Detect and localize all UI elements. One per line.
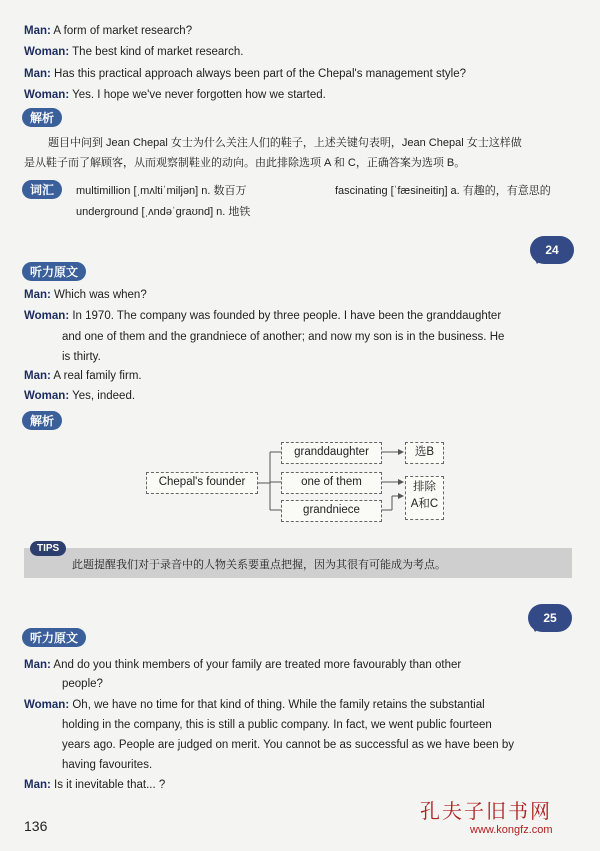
dialog-continuation: and one of them and the grandniece of another; and now my son is in the business. He bbox=[62, 331, 505, 343]
tips-text: 此题提醒我们对于录音中的人物关系要重点把握，因为其很有可能成为考点。 bbox=[72, 559, 446, 571]
transcript-label: 听力原文 bbox=[22, 628, 86, 647]
utterance: The best kind of market research. bbox=[72, 46, 244, 58]
utterance: Which was when? bbox=[54, 289, 147, 301]
diagram-result bbox=[405, 476, 444, 520]
speaker: Woman: bbox=[24, 89, 70, 101]
vocab-entry: underground [ˌʌndəˈgraʊnd] n. 地铁 bbox=[76, 206, 251, 218]
dialog-line bbox=[24, 776, 570, 794]
utterance: Yes. I hope we've never forgotten how we started. bbox=[72, 89, 326, 101]
speaker: Man: bbox=[24, 25, 51, 37]
transcript-label: 听力原文 bbox=[22, 262, 86, 281]
vocab-entry: fascinating [ˈfæsineitiŋ] a. 有趣的，有意思的 bbox=[335, 185, 551, 197]
speaker: Woman: bbox=[24, 390, 70, 402]
utterance: Has this practical approach always been part of the Chepal's management style? bbox=[54, 68, 466, 80]
diagram-node: granddaughter bbox=[281, 442, 382, 464]
vocab-label: 词汇 bbox=[22, 180, 62, 199]
page-number: 136 bbox=[24, 818, 48, 834]
speaker: Woman: bbox=[24, 699, 70, 711]
dialog-continuation: is thirty. bbox=[62, 351, 101, 363]
dialog-continuation: years ago. People are judged on merit. You cannot be as successful as we have been by bbox=[62, 739, 514, 751]
analysis-label: 解析 bbox=[22, 411, 62, 430]
question-number-badge: 25 bbox=[528, 604, 572, 632]
diagram-result: 选B bbox=[405, 442, 444, 464]
diagram-node: one of them bbox=[281, 472, 382, 494]
speaker: Man: bbox=[24, 68, 51, 80]
diagram-root-node: Chepal's founder bbox=[146, 472, 258, 494]
tips-label: TIPS bbox=[30, 541, 66, 556]
dialog-line bbox=[24, 656, 570, 674]
watermark-logo: 孔夫子旧书网 bbox=[420, 799, 552, 823]
diagram-result-line: A和C bbox=[410, 498, 439, 510]
speaker: Man: bbox=[24, 779, 51, 791]
utterance: And do you think members of your family are treated more favourably than other bbox=[53, 659, 462, 671]
speaker: Man: bbox=[24, 659, 51, 671]
dialog-continuation: people? bbox=[62, 678, 103, 690]
analysis-label: 解析 bbox=[22, 108, 62, 127]
watermark-url: www.kongfz.com bbox=[470, 824, 553, 836]
vocab-entry: multimillion [ˌmʌltiˈmiljən] n. 数百万 bbox=[76, 185, 247, 197]
utterance: A form of market research? bbox=[53, 25, 193, 37]
speaker: Man: bbox=[24, 370, 51, 382]
diagram-result-line: 排除 bbox=[413, 481, 436, 493]
speaker: Woman: bbox=[24, 310, 70, 322]
utterance: Yes, indeed. bbox=[72, 390, 136, 402]
utterance: Oh, we have no time for that kind of thing. While the family retains the substantial bbox=[72, 699, 485, 711]
utterance: A real family firm. bbox=[53, 370, 142, 382]
question-number-badge: 24 bbox=[530, 236, 574, 264]
speaker: Woman: bbox=[24, 46, 70, 58]
utterance: Is it inevitable that... ? bbox=[54, 779, 166, 791]
analysis-text: 是从鞋子而了解顾客，从而观察制鞋业的动向。由此排除选项 A 和 C，正确答案为选项 B。 bbox=[24, 157, 466, 169]
dialog-continuation: holding in the company, this is still a public company. In fact, we went public fourteen bbox=[62, 719, 492, 731]
speaker: Man: bbox=[24, 289, 51, 301]
dialog-line bbox=[24, 696, 570, 714]
analysis-text: 题目中问到 Jean Chepal 女士为什么关注人们的鞋子，上述关键句表明，Jean Chepal 女士这样做 bbox=[48, 137, 522, 149]
dialog-continuation: having favourites. bbox=[62, 759, 153, 771]
utterance: In 1970. The company was founded by three people. I have been the granddaughter bbox=[72, 310, 502, 322]
diagram-node: grandniece bbox=[281, 500, 382, 522]
